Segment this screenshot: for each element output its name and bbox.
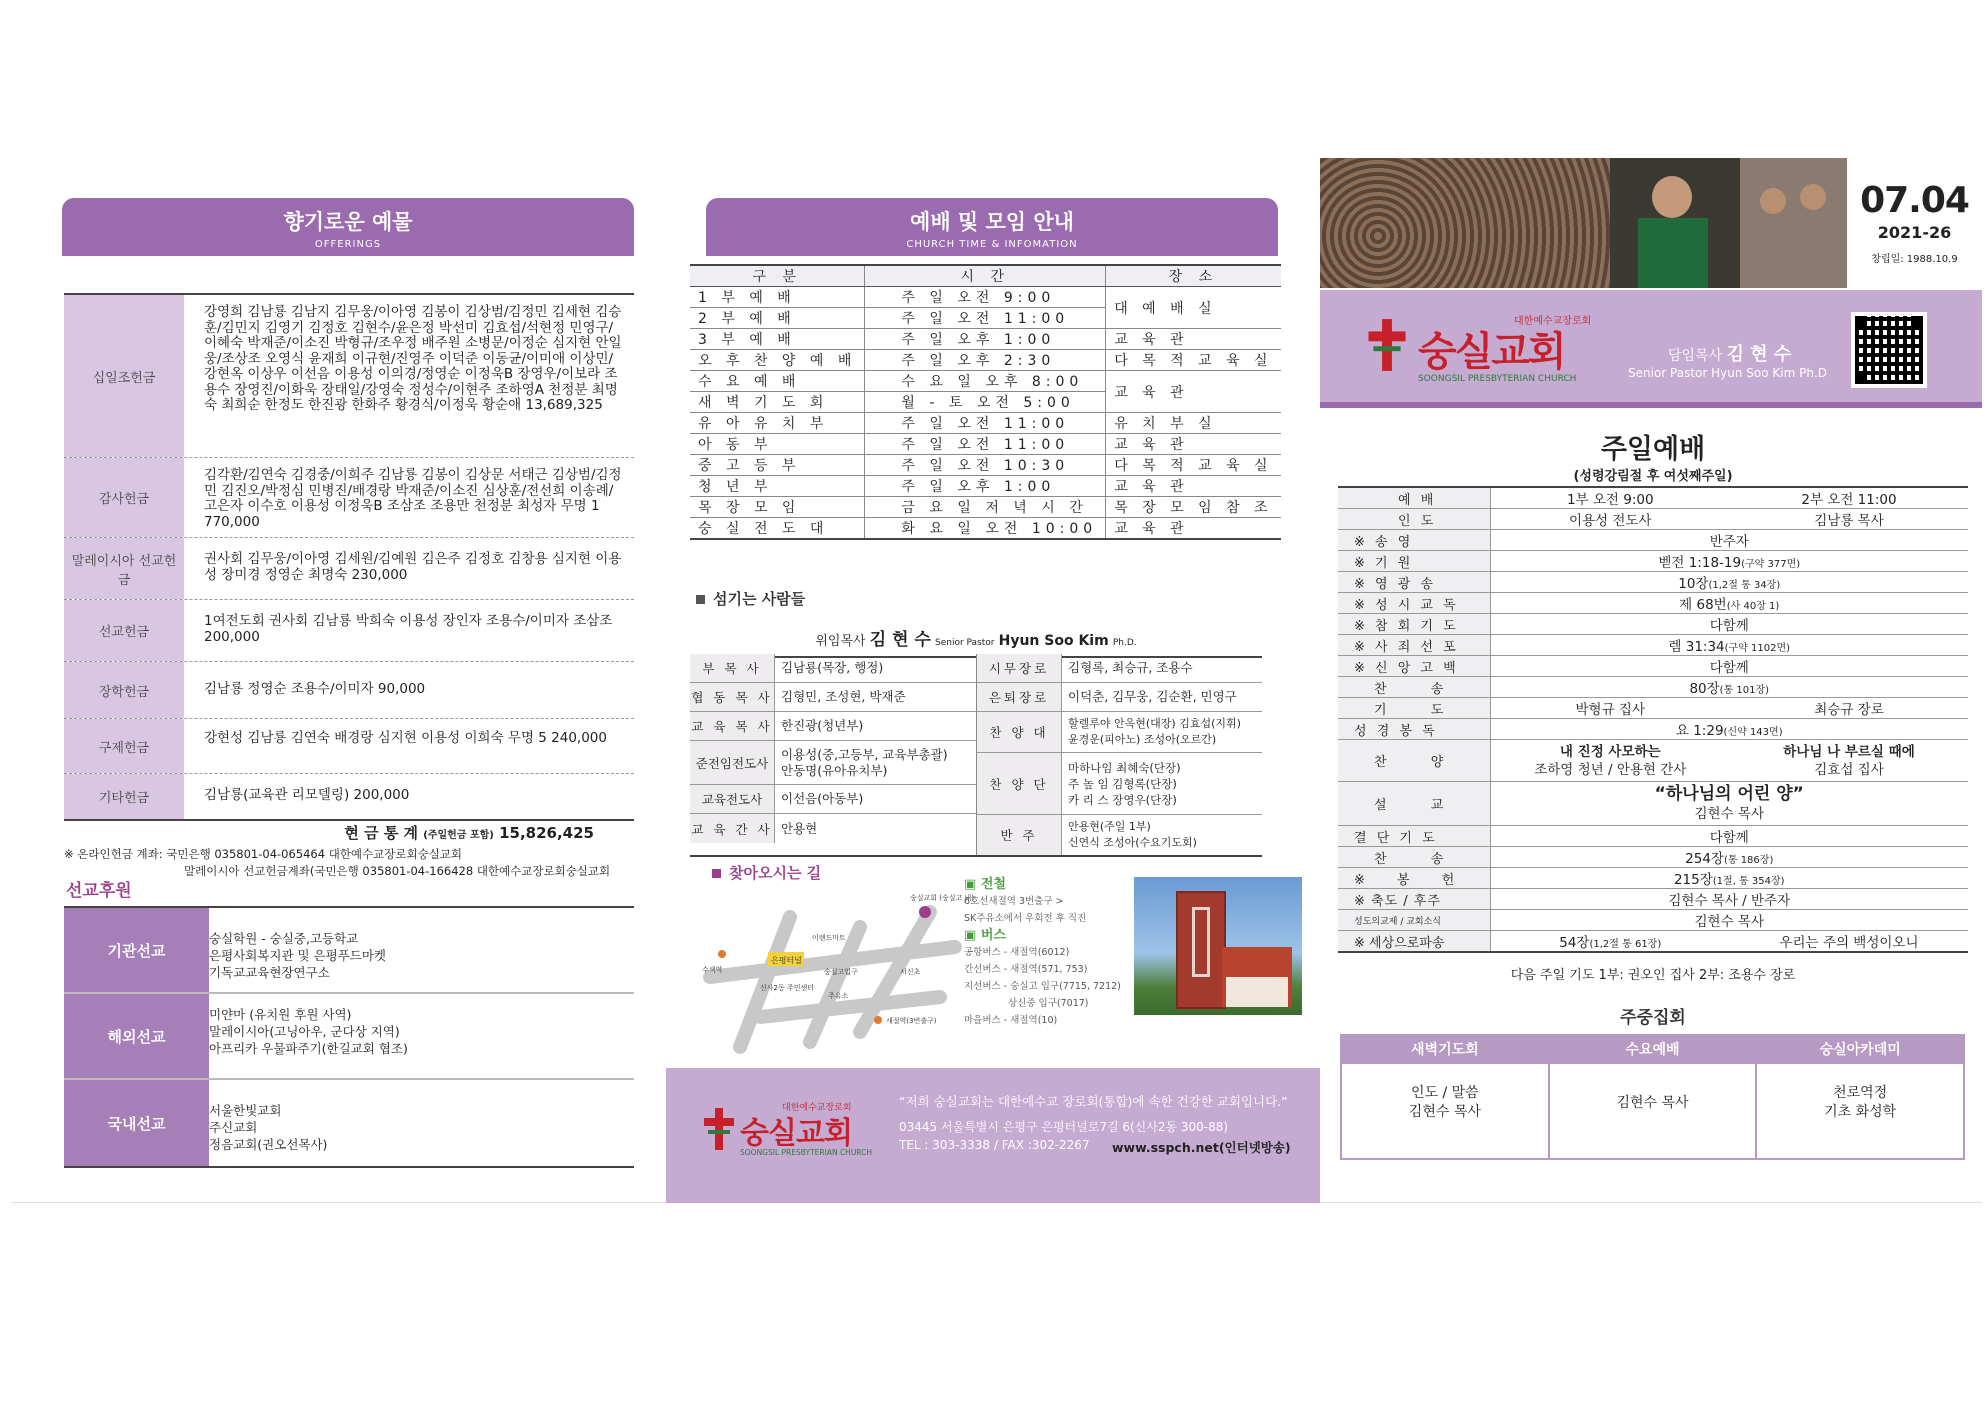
- staff-names: 주 높 임 김형록(단장): [1068, 776, 1177, 791]
- order-row: [1338, 719, 1968, 740]
- meeting-header: 숭실아카데미: [1757, 1036, 1963, 1064]
- staff-row: [690, 712, 976, 741]
- service-place: 교 육 관: [1106, 329, 1281, 350]
- directions-title: 찾아오시는 길: [712, 862, 821, 883]
- meeting-dawn-prayer: [1342, 1036, 1548, 1158]
- bus-line: 간선버스 - 새절역(571, 753): [964, 964, 1088, 975]
- map-label: 신사2동 주민센터: [760, 984, 815, 992]
- weekday-meetings: [1340, 1034, 1965, 1160]
- mission-table: [64, 906, 634, 1168]
- order-item: ※ 신 앙 고 백: [1338, 656, 1490, 677]
- order-row: [1338, 910, 1968, 931]
- station-icon: [718, 950, 726, 958]
- order-value: 김현수 목사 / 반주자: [1490, 889, 1968, 910]
- service-time: 화 요 일 오전 10:00: [865, 518, 1106, 540]
- bus-heading: ▣ 버스: [964, 928, 1006, 943]
- staff-names: 이용성(중,고등부, 교육부총괄): [781, 746, 948, 762]
- order-row: [1338, 509, 1968, 530]
- bus-line: 상신중 입구(7017): [1008, 998, 1089, 1009]
- masthead-logo-small: 대한예수교장로회: [1514, 316, 1592, 327]
- weekday-title: 주중집회: [1620, 1008, 1686, 1028]
- staff-role: 협 동 목 사: [690, 683, 775, 711]
- service-time: 수 요 일 오후 8:00: [865, 371, 1106, 392]
- order-item: 설 교: [1338, 782, 1490, 826]
- meeting-line: 김현수 목사: [1408, 1104, 1481, 1120]
- masthead-logo-en: SOONGSIL PRESBYTERIAN CHURCH: [1418, 374, 1577, 384]
- subway-heading: ▣ 전철: [964, 877, 1006, 892]
- masthead-logo-main: 숭실교회: [1418, 329, 1565, 375]
- cross-logo-icon: [702, 1106, 736, 1152]
- map-road: [740, 917, 790, 1047]
- services-col-header: 시 간: [865, 265, 1106, 287]
- service-place: 교 육 관: [1106, 518, 1281, 540]
- order-item: 찬 송: [1338, 677, 1490, 698]
- order-note: (1,2절 통 61장): [1589, 939, 1662, 950]
- mission-row-overseas: [64, 994, 634, 1080]
- footer-website-link[interactable]: www.sspch.net(인터넷방송): [1112, 1140, 1291, 1155]
- service-row: [690, 434, 1281, 455]
- offering-names: 권사회 김무웅/이아영 김세원/김예원 김은주 김정호 김창용 심지현 이용성 장미경 정영순 최명숙 230,000: [204, 551, 622, 583]
- pastor-en-name: Hyun Soo Kim: [998, 633, 1109, 649]
- staff-names: 안용현(주일 1부): [1068, 820, 1151, 833]
- order-row: [1338, 889, 1968, 910]
- staff-role: 교 육 목 사: [690, 712, 775, 740]
- service-name: 중 고 등 부: [690, 455, 865, 476]
- service-place: 다 목 적 교 육 실: [1106, 455, 1281, 476]
- issue-date-box: [1847, 158, 1982, 288]
- staff-role: 교 육 간 사: [690, 814, 775, 843]
- order-row: [1338, 782, 1968, 826]
- order-row: [1338, 635, 1968, 656]
- founding-date: 창립일: 1988.10.9: [1871, 254, 1958, 265]
- staff-names: 김형록, 최승규, 조용수: [1068, 660, 1193, 675]
- total-value: 15,826,425: [499, 824, 594, 842]
- service-name: 3 부 예 배: [690, 329, 865, 350]
- staff-names: 카 리 스 장영우(단장): [1068, 792, 1177, 807]
- offering-names: 1여전도회 권사회 김남룡 박희숙 이용성 장인자 조용수/이미자 조삼조 200,000: [204, 613, 613, 645]
- service-place: 유 치 부 실: [1106, 413, 1281, 434]
- map-label: 이랜드마트: [812, 934, 846, 942]
- order-value: 제 68번: [1679, 597, 1727, 613]
- square-bullet-icon: [712, 869, 721, 878]
- meeting-header: 수요예배: [1550, 1036, 1756, 1064]
- staff-names: 김남룡(목장, 행정): [781, 660, 884, 675]
- mission-title: 선교후원: [66, 881, 132, 901]
- staff-role: 교육전도사: [690, 785, 775, 813]
- service-row: [690, 329, 1281, 350]
- next-week-prayer: 다음 주일 기도 1부: 권오인 집사 2부: 조용수 장로: [1510, 968, 1796, 983]
- order-value: 215장: [1673, 872, 1713, 888]
- map-label: 숭실교회 (숭실고 내): [910, 894, 975, 902]
- service-name: 청 년 부: [690, 476, 865, 497]
- order-row: [1338, 551, 1968, 572]
- order-value: 렘 31:34: [1668, 639, 1725, 655]
- staff-right-column: [976, 654, 1262, 855]
- order-row: [1338, 656, 1968, 677]
- staff-names: 안동명(유아유치부): [781, 762, 888, 778]
- order-value: 김현수 목사: [1490, 910, 1968, 931]
- bus-line: 공항버스 - 새절역(6012): [964, 947, 1070, 958]
- staff-names: 마하나임 최혜숙(단장): [1068, 760, 1181, 775]
- total-label: 현 금 통 계: [344, 824, 419, 842]
- order-value: 다함께: [1490, 614, 1968, 635]
- anthem-title: 내 진정 사모하는: [1559, 743, 1661, 760]
- offering-category: 말레이시아 선교헌금: [64, 538, 184, 599]
- mission-category: 해외선교: [64, 994, 209, 1078]
- malaysia-account-line: 말레이시아 선교헌금계좌(국민은행 035801-04-166428 대한예수교장로회숭실교회: [184, 864, 611, 878]
- anthem-performer: 김효섭 집사: [1814, 761, 1884, 778]
- services-col-header: 구 분: [690, 265, 865, 287]
- staff-role: 준전임전도사: [690, 741, 775, 784]
- staff-row: [977, 815, 1262, 855]
- services-table: [690, 264, 1281, 540]
- order-value: 다함께: [1490, 826, 1968, 847]
- order-item: 인 도: [1338, 509, 1490, 530]
- order-note: (사 40장 1): [1726, 601, 1780, 612]
- staff-row: [690, 654, 976, 683]
- order-item: ※ 송 영: [1338, 530, 1490, 551]
- cash-total: [64, 822, 634, 843]
- staff-role: 반 주: [977, 815, 1062, 855]
- offering-category: 선교헌금: [64, 600, 184, 661]
- service-name: 1 부 예 배: [690, 287, 865, 308]
- mission-item: 정음교회(권오선목사): [209, 1137, 328, 1152]
- station-icon: [874, 1016, 882, 1024]
- service-place: 교 육 관: [1106, 476, 1281, 497]
- order-item: 기 도: [1338, 698, 1490, 719]
- staff-row: [690, 785, 976, 814]
- mission-item: 서울한빛교회: [209, 1103, 282, 1118]
- staff-names: 할렐루야 안옥현(대장) 김효섭(지휘): [1068, 717, 1241, 730]
- order-row: [1338, 740, 1968, 782]
- staff-role: 찬 양 단: [977, 753, 1062, 814]
- order-item: 찬 양: [1338, 740, 1490, 782]
- mission-category: 국내선교: [64, 1080, 209, 1166]
- order-row: [1338, 931, 1968, 953]
- service-row: [690, 518, 1281, 540]
- mission-item: 아프리카 우물파주기(한길교회 협조): [209, 1041, 408, 1056]
- service-name: 아 동 부: [690, 434, 865, 455]
- order-value: 1부 오전 9:00: [1490, 487, 1730, 509]
- order-row: [1338, 868, 1968, 889]
- mission-row-institution: [64, 908, 634, 994]
- worship-order-table: [1338, 486, 1968, 953]
- staff-row: [977, 712, 1262, 753]
- offering-row-mission: [64, 600, 634, 662]
- staff-names: 이덕춘, 김무웅, 김순환, 민영구: [1068, 689, 1237, 704]
- order-item: ※ 축도 / 후주: [1338, 889, 1490, 910]
- offering-category: 구제헌금: [64, 719, 184, 773]
- service-time: 주 일 오후 1:00: [865, 329, 1106, 350]
- service-place: 교 육 관: [1106, 434, 1281, 455]
- meeting-line: 인도 / 말씀: [1410, 1085, 1479, 1101]
- service-time: 주 일 오전 11:00: [865, 413, 1106, 434]
- offerings-title: 향기로운 예물: [283, 210, 413, 234]
- masthead-logo: [1366, 312, 1626, 392]
- order-value: 80장: [1689, 681, 1720, 697]
- order-item: 결 단 기 도: [1338, 826, 1490, 847]
- map-label: 숭실고입구: [824, 968, 858, 976]
- order-item: 예 배: [1338, 487, 1490, 509]
- service-place: 교 육 관: [1106, 371, 1281, 413]
- meeting-wednesday: [1548, 1036, 1756, 1158]
- staff-role: 시무장로: [977, 654, 1062, 682]
- offering-row-tithe: [64, 295, 634, 458]
- offering-names: 강현성 김남룡 김연숙 배경랑 심지현 이용성 이희숙 무명 5 240,000: [204, 730, 607, 746]
- bus-line: 지선버스 - 숭실고 입구(7715, 7212): [964, 981, 1121, 992]
- pastor-en-suffix: Ph.D.: [1112, 638, 1137, 648]
- subway-line: SK주유소에서 우회전 후 직진: [964, 913, 1087, 924]
- staff-row: [690, 683, 976, 712]
- service-time: 주 일 오후 2:30: [865, 350, 1106, 371]
- staff-row: [977, 683, 1262, 712]
- bus-line: 마을버스 - 새절역(10): [964, 1015, 1058, 1026]
- staff-table: [690, 654, 1262, 857]
- square-bullet-icon: [696, 595, 705, 604]
- order-item: 찬 송: [1338, 847, 1490, 868]
- masthead-pastor: [1668, 340, 1791, 366]
- sermon-preacher: 김현수 목사: [1694, 805, 1764, 822]
- service-row: [690, 287, 1281, 308]
- staff-role: 부 목 사: [690, 654, 775, 682]
- location-map: [700, 882, 975, 1057]
- train-icon: ▣: [964, 877, 981, 892]
- service-place: 다 목 적 교 육 실: [1106, 350, 1281, 371]
- order-value: 반주자: [1490, 530, 1968, 551]
- pastor-prefix: 위임목사: [815, 634, 866, 649]
- order-row: [1338, 698, 1968, 719]
- offering-names: 김남룡(교육관 리모델링) 200,000: [204, 787, 410, 803]
- order-item: ※ 참 회 기 도: [1338, 614, 1490, 635]
- offering-row-scholarship: [64, 662, 634, 719]
- subway-line: 6호선새절역 3번출구 >: [964, 896, 1064, 907]
- staff-row: [690, 814, 976, 843]
- issue-number: 2021-26: [1877, 223, 1952, 242]
- order-value: 이용성 전도사: [1490, 509, 1730, 530]
- footer-logo-small: 대한예수교장로회: [782, 1103, 852, 1113]
- service-place: 목 장 모 임 참 조: [1106, 497, 1281, 518]
- order-row: [1338, 677, 1968, 698]
- order-item: ※ 기 원: [1338, 551, 1490, 572]
- service-name: 2 부 예 배: [690, 308, 865, 329]
- offering-row-thanks: [64, 458, 634, 538]
- staff-left-column: [690, 654, 976, 855]
- staff-names: 윤경운(피아노) 조성아(오르간): [1068, 733, 1217, 746]
- order-value: 벧전 1:18-19: [1658, 555, 1742, 571]
- staff-names: 신연식 조성아(수요기도회): [1068, 836, 1197, 849]
- pastor-name: 김 현 수: [869, 630, 931, 650]
- footer-quote: “저희 숭실교회는 대한예수교 장로회(통합)에 속한 건강한 교회입니다.”: [899, 1094, 1288, 1109]
- total-note: (주일헌금 포함): [423, 830, 494, 841]
- mission-item: 말레이시아(고닝아우, 군다상 지역): [209, 1024, 400, 1039]
- anthem-performer: 조하영 청년 / 안용현 간사: [1534, 761, 1687, 778]
- map-label: 주유소: [828, 992, 849, 1000]
- service-time: 주 일 오후 1:00: [865, 476, 1106, 497]
- map-road: [760, 997, 940, 1017]
- map-label: 은평터널: [771, 956, 802, 965]
- worship-title: 주일예배: [1600, 434, 1706, 465]
- staff-names: 한진광(청년부): [781, 718, 864, 733]
- servers-title: 섬기는 사람들: [696, 588, 805, 609]
- services-header: [706, 198, 1278, 256]
- offerings-table: [64, 293, 634, 821]
- order-note: (신약 143면): [1723, 727, 1783, 738]
- transport-info: [964, 876, 1134, 1029]
- bus-icon: ▣: [964, 928, 981, 943]
- offering-row-malaysia: [64, 538, 634, 600]
- staff-role: 은퇴장로: [977, 683, 1062, 711]
- service-time: 주 일 오전 11:00: [865, 308, 1106, 329]
- mission-item: 숭실학원 - 숭실중,고등학교: [209, 931, 359, 946]
- order-value: 54장: [1559, 935, 1590, 951]
- pastor-name: 김 현 수: [1726, 344, 1792, 365]
- staff-names: 안용현: [781, 820, 818, 836]
- order-note: (구약 1102면): [1724, 643, 1791, 654]
- service-time: 주 일 오전 10:30: [865, 455, 1106, 476]
- mission-item: 기독교교육현장연구소: [209, 965, 330, 980]
- order-item: ※ 영 광 송: [1338, 572, 1490, 593]
- footer-address: 03445 서울특별시 은평구 은평터널로7길 6(신사2동 300-88): [899, 1120, 1229, 1134]
- online-account-line: ※ 온라인헌금 계좌: 국민은행 035801-04-065464 대한예수교장로회숭실교회: [64, 847, 463, 861]
- order-value: 254장: [1685, 851, 1724, 867]
- offering-row-relief: [64, 719, 634, 774]
- order-note: (1절, 통 354장): [1712, 876, 1785, 887]
- order-item: ※ 사 죄 선 포: [1338, 635, 1490, 656]
- order-row: [1338, 593, 1968, 614]
- sermon-title: “하나님의 어린 양”: [1654, 783, 1804, 804]
- order-note: (1,2절 통 34장): [1708, 580, 1781, 591]
- mission-item: 은평사회복지관 및 은평푸드마켓: [209, 948, 386, 963]
- service-name: 오 후 찬 양 예 배: [690, 350, 865, 371]
- order-value: 우리는 주의 백성이오니: [1730, 931, 1968, 953]
- service-time: 주 일 오전 11:00: [865, 434, 1106, 455]
- meeting-line: 김현수 목사: [1616, 1095, 1689, 1111]
- service-row: [690, 476, 1281, 497]
- anthem-title: 하나님 나 부르실 때에: [1783, 743, 1915, 760]
- offering-row-other: [64, 774, 634, 819]
- staff-role: 찬 양 대: [977, 712, 1062, 752]
- offering-names: 김각환/김연숙 김경중/이희주 김남룡 김봉이 김상문 서태근 김상범/김정민 김진오/박정심 민병진/배경랑 박재준/이소진 심상훈/전선희 이송례/고은자 이수호 이용성 이정욱B 조삼조 조용만 천정분 최성자 무명 1 770,000: [204, 467, 622, 530]
- staff-names: 김형민, 조성현, 박재준: [781, 689, 906, 704]
- staff-row: [690, 741, 976, 785]
- masthead-pastor-en: Senior Pastor Hyun Soo Kim Ph.D: [1628, 366, 1827, 380]
- offering-category: 감사헌금: [64, 458, 184, 537]
- map-label: 수색역: [702, 966, 723, 974]
- mission-category: 기관선교: [64, 908, 209, 992]
- order-note: (통 186장): [1723, 855, 1774, 866]
- offering-names: 강영희 김남룡 김남지 김무웅/이아영 김봉이 김상범/김정민 김세현 김승훈/김민지 김영기 김정호 김현수/윤은정 박선미 김효섭/석현정 민영구/이혜숙 박재준/이소진 박형규/조우정 배주원 소병문/이정순 심지현 안일웅/조상조 오영식 윤재희 이규현/진영주 이덕준 이동균/이미애 이상민/강현옥 이상우 이선음 이용성 이의경/정영순 이정욱B 장영우/이보라 조용수 장영진/이화욱 장태일/강영숙 정성수/이현주 조하영A 천정분 최명숙 최희순 한정도 한진광 한화주 황경식/이정욱 황순애 13,689,325: [204, 304, 622, 413]
- cross-logo-icon: [1366, 316, 1408, 374]
- service-time: 금 요 일 저 녁 시 간: [865, 497, 1106, 518]
- map-road: [810, 927, 860, 1042]
- order-value: 10장: [1678, 576, 1709, 592]
- map-label: 새절역(3번출구): [886, 1017, 937, 1025]
- mission-row-domestic: [64, 1080, 634, 1166]
- service-row: [690, 350, 1281, 371]
- service-row: [690, 455, 1281, 476]
- offerings-subtitle: OFFERINGS: [314, 239, 382, 250]
- meeting-line: 기초 화성학: [1824, 1104, 1897, 1120]
- order-row: [1338, 487, 1968, 509]
- services-subtitle: CHURCH TIME & INFOMATION: [906, 239, 1078, 250]
- meeting-header: 새벽기도회: [1342, 1036, 1548, 1064]
- footer-logo-main: 숭실교회: [740, 1116, 852, 1151]
- order-value: 요 1:29: [1675, 723, 1724, 739]
- service-row: [690, 371, 1281, 392]
- pastor-title: 담임목사: [1668, 348, 1723, 364]
- pastor-en-pre: Senior Pastor: [934, 638, 995, 648]
- order-item: ※ 봉 헌: [1338, 868, 1490, 889]
- order-item: ※ 세상으로파송: [1338, 931, 1490, 953]
- services-title: 예배 및 모임 안내: [910, 210, 1074, 234]
- offering-category: 기타헌금: [64, 774, 184, 819]
- order-item: ※ 성 시 교 독: [1338, 593, 1490, 614]
- offerings-header: [62, 198, 634, 256]
- offering-category: 십일조헌금: [64, 295, 184, 457]
- offering-category: 장학헌금: [64, 662, 184, 718]
- service-name: 새 벽 기 도 회: [690, 392, 865, 413]
- meeting-line: 천로역정: [1833, 1085, 1888, 1101]
- service-name: 목 장 모 임: [690, 497, 865, 518]
- order-note: (구약 377면): [1741, 559, 1801, 570]
- order-row: [1338, 572, 1968, 593]
- order-value: 최승규 장로: [1730, 698, 1968, 719]
- order-value: 다함께: [1490, 656, 1968, 677]
- footer-tel: TEL : 303-3338 / FAX :302-2267: [899, 1138, 1090, 1152]
- service-row: [690, 413, 1281, 434]
- order-row: [1338, 847, 1968, 868]
- order-value: 2부 오전 11:00: [1730, 487, 1968, 509]
- issue-date: 07.04: [1860, 180, 1969, 221]
- church-pin-icon: [919, 906, 931, 918]
- service-time: 월 - 토 오전 5:00: [865, 392, 1106, 413]
- service-name: 수 요 예 배: [690, 371, 865, 392]
- worship-subtitle: (성령강림절 후 여섯째주일): [1573, 469, 1733, 484]
- congregation-photo: [1320, 158, 1847, 288]
- services-col-header: 장 소: [1106, 265, 1281, 287]
- order-row: [1338, 614, 1968, 635]
- service-place: 대 예 배 실: [1106, 287, 1281, 329]
- order-item: 성 경 봉 독: [1338, 719, 1490, 740]
- service-name: 유 아 유 치 부: [690, 413, 865, 434]
- mission-item: 주신교회: [209, 1120, 258, 1135]
- meeting-academy: [1755, 1036, 1963, 1158]
- online-accounts: [64, 846, 644, 880]
- map-label: 서신초: [900, 968, 921, 976]
- order-note: (통 101장): [1719, 685, 1770, 696]
- masthead-band: [1320, 290, 1982, 408]
- footer-logo: [702, 1098, 892, 1178]
- staff-names: 이선음(아동부): [781, 791, 864, 806]
- footer-band: [666, 1068, 1320, 1203]
- mission-item: 미얀마 (유치원 후원 사역): [209, 1007, 352, 1022]
- church-building-photo: [1134, 877, 1302, 1015]
- order-row: [1338, 530, 1968, 551]
- order-value: 박형규 집사: [1490, 698, 1730, 719]
- staff-row: [977, 654, 1262, 683]
- service-name: 숭 실 전 도 대: [690, 518, 865, 540]
- service-time: 주 일 오전 9:00: [865, 287, 1106, 308]
- order-row: [1338, 826, 1968, 847]
- qr-code-icon[interactable]: [1851, 312, 1927, 388]
- offering-names: 김남룡 정영순 조용수/이미자 90,000: [204, 681, 426, 697]
- order-value: 김남룡 목사: [1730, 509, 1968, 530]
- footer-logo-en: SOONGSIL PRESBYTERIAN CHURCH: [740, 1148, 873, 1157]
- service-row: [690, 497, 1281, 518]
- order-item: 성도의교제 / 교회소식: [1338, 910, 1490, 931]
- staff-row: [977, 753, 1262, 815]
